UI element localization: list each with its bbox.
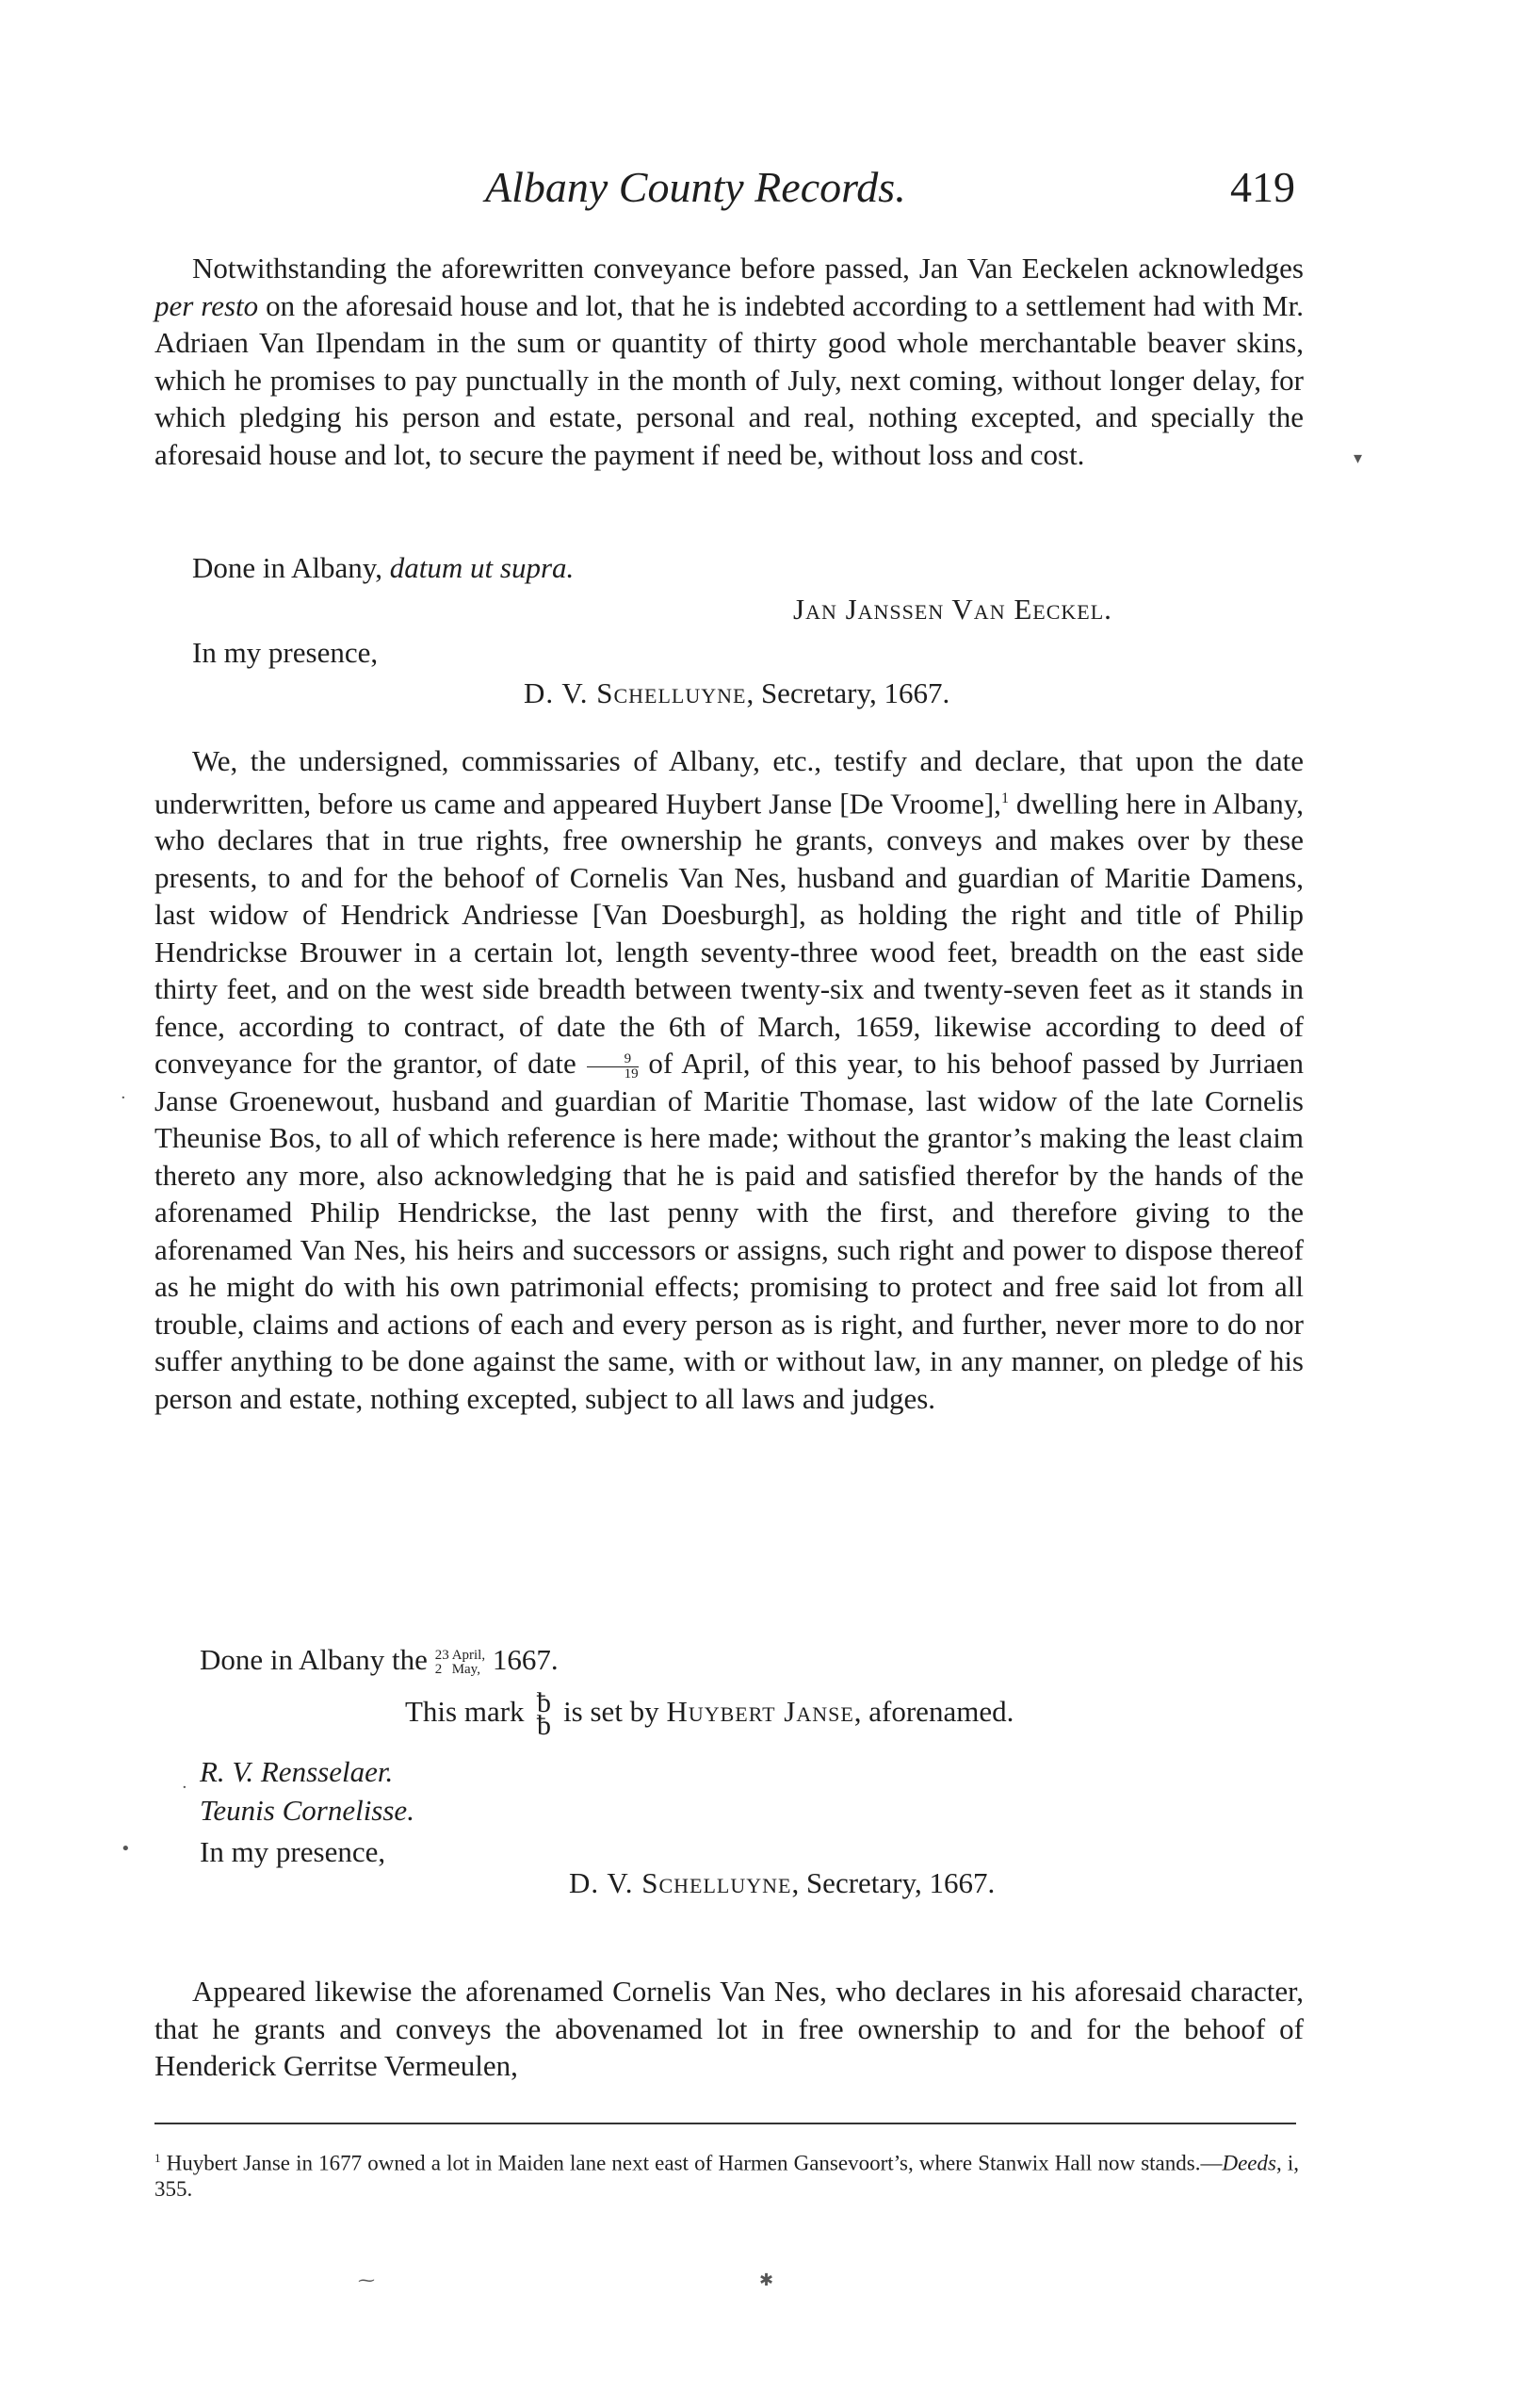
signature-jan-janssen: Jan Janssen Van Eeckel.: [793, 593, 1112, 626]
in-my-presence-2: In my presence,: [200, 1835, 386, 1868]
date-fraction: $\frac{9}{19}$: [587, 1052, 639, 1082]
margin-speck: ·: [182, 1778, 187, 1798]
margin-speck: ▾: [1354, 448, 1363, 468]
paragraph-van-nes-conveyance: Appeared likewise the aforenamed Cornelis Van Nes, who declares in his aforesaid character, that he grants and conveys the abovenamed lot in free ownership to and for the behoof of Henderick Gerritse Vermeulen,: [154, 1975, 1304, 2082]
running-title: Albany County Records.: [485, 163, 906, 211]
margin-speck: •: [121, 1839, 131, 1859]
paragraph-conveyance-debt: Notwithstanding the aforewritten conveyance before passed, Jan Van Eeckelen acknowledges per resto on the aforesaid house and lot, that he is indebted according to a settlement had with Mr. Adriaen Van Ilpendam in the sum or quantity of thirty good whole merchantable beaver skins, which he promises to pay punctually in the month of July, next coming, without longer delay, for which pledging his person and estate, personal and real, nothing excepted, and specially the aforesaid house and lot, to secure the payment if need be, without loss and cost.: [154, 252, 1304, 471]
done-in-albany-1: Done in Albany, datum ut supra.: [192, 551, 575, 584]
page-number: 419: [1230, 163, 1295, 211]
running-header: [151, 162, 1295, 219]
footnote-rule: [154, 2123, 1296, 2124]
month-stack: April, May,: [451, 1647, 486, 1677]
footnote-1: $^1$ Huybert Janse in 1677 owned a lot in Maiden lane next east of Harmen Gansevoort’s, where Stanwix Hall now stands.—Deeds, i, 355.: [154, 2151, 1300, 2201]
mark-statement: This mark ƀ ƀ is set by Huybert Janse, aforenamed.: [405, 1687, 1014, 1741]
day-stack: 23 2: [434, 1647, 449, 1677]
per-resto-italic: per resto: [154, 288, 259, 322]
secretary-signature-2: D. V. Schelluyne, Secretary, 1667.: [569, 1866, 996, 1899]
footnote-reference: 1: [1000, 789, 1009, 806]
mark-glyph-icon: ƀ ƀ: [536, 1687, 551, 1741]
margin-speck: ⁓: [358, 2270, 375, 2290]
margin-speck: ✱: [759, 2270, 774, 2290]
witness-cornelisse: Teunis Cornelisse.: [200, 1794, 414, 1827]
secretary-signature-1: D. V. Schelluyne, Secretary, 1667.: [524, 676, 950, 709]
paragraph-deed-huybert-janse: We, the undersigned, commissaries of Albany, etc., testify and declare, that upon the date underwritten, before us came and appeared Huybert Janse [De Vroome],$^1$ dwelling here in Albany, who declares that in true rights, free ownership he grants, conveys and makes over by these presents, to and for the behoof of Cornelis Van Nes, husband and guardian of Maritie Damens, last widow of Hendrick Andriesse [Van Doesburgh], as holding the right and title of Philip Hendrickse Brouwer in a certain lot, length seventy-three wood feet, breadth on the east side thirty feet, and on the west side breadth between twenty-six and twenty-seven feet as it stands in fence, according to contract, of date the 6th of March, 1659, likewise according to deed of conveyance for the grantor, of date $\frac{9}{19}$ of April, of this year, to his behoof passed by Jurriaen Janse Groenewout, husband and guardian of Maritie Thomase, last widow of the late Cornelis Theunise Bos, to all of which reference is here made; without the grantor’s making the least claim thereto any more, also acknowledging that he is paid and satisfied therefor by the hands of the aforenamed Philip Hendrickse, the last penny with the first, and therefore giving to the aforenamed Van Nes, his heirs and successors or assigns, such right and power to dispose thereof as he might do with his own patrimonial effects; promising to protect and free said lot from all trouble, claims and actions of each and every person as is right, and further, never more to do nor suffer anything to be done against the same, with or without law, in any manner, on pledge of his person and estate, nothing excepted, subject to all laws and judges.: [154, 744, 1305, 1415]
witness-rensselaer: R. V. Rensselaer.: [200, 1755, 394, 1788]
margin-speck: ·: [121, 1088, 126, 1108]
in-my-presence-1: In my presence,: [192, 636, 379, 669]
done-in-albany-2: Done in Albany the 23 2 April, May, 1667.: [200, 1643, 559, 1677]
